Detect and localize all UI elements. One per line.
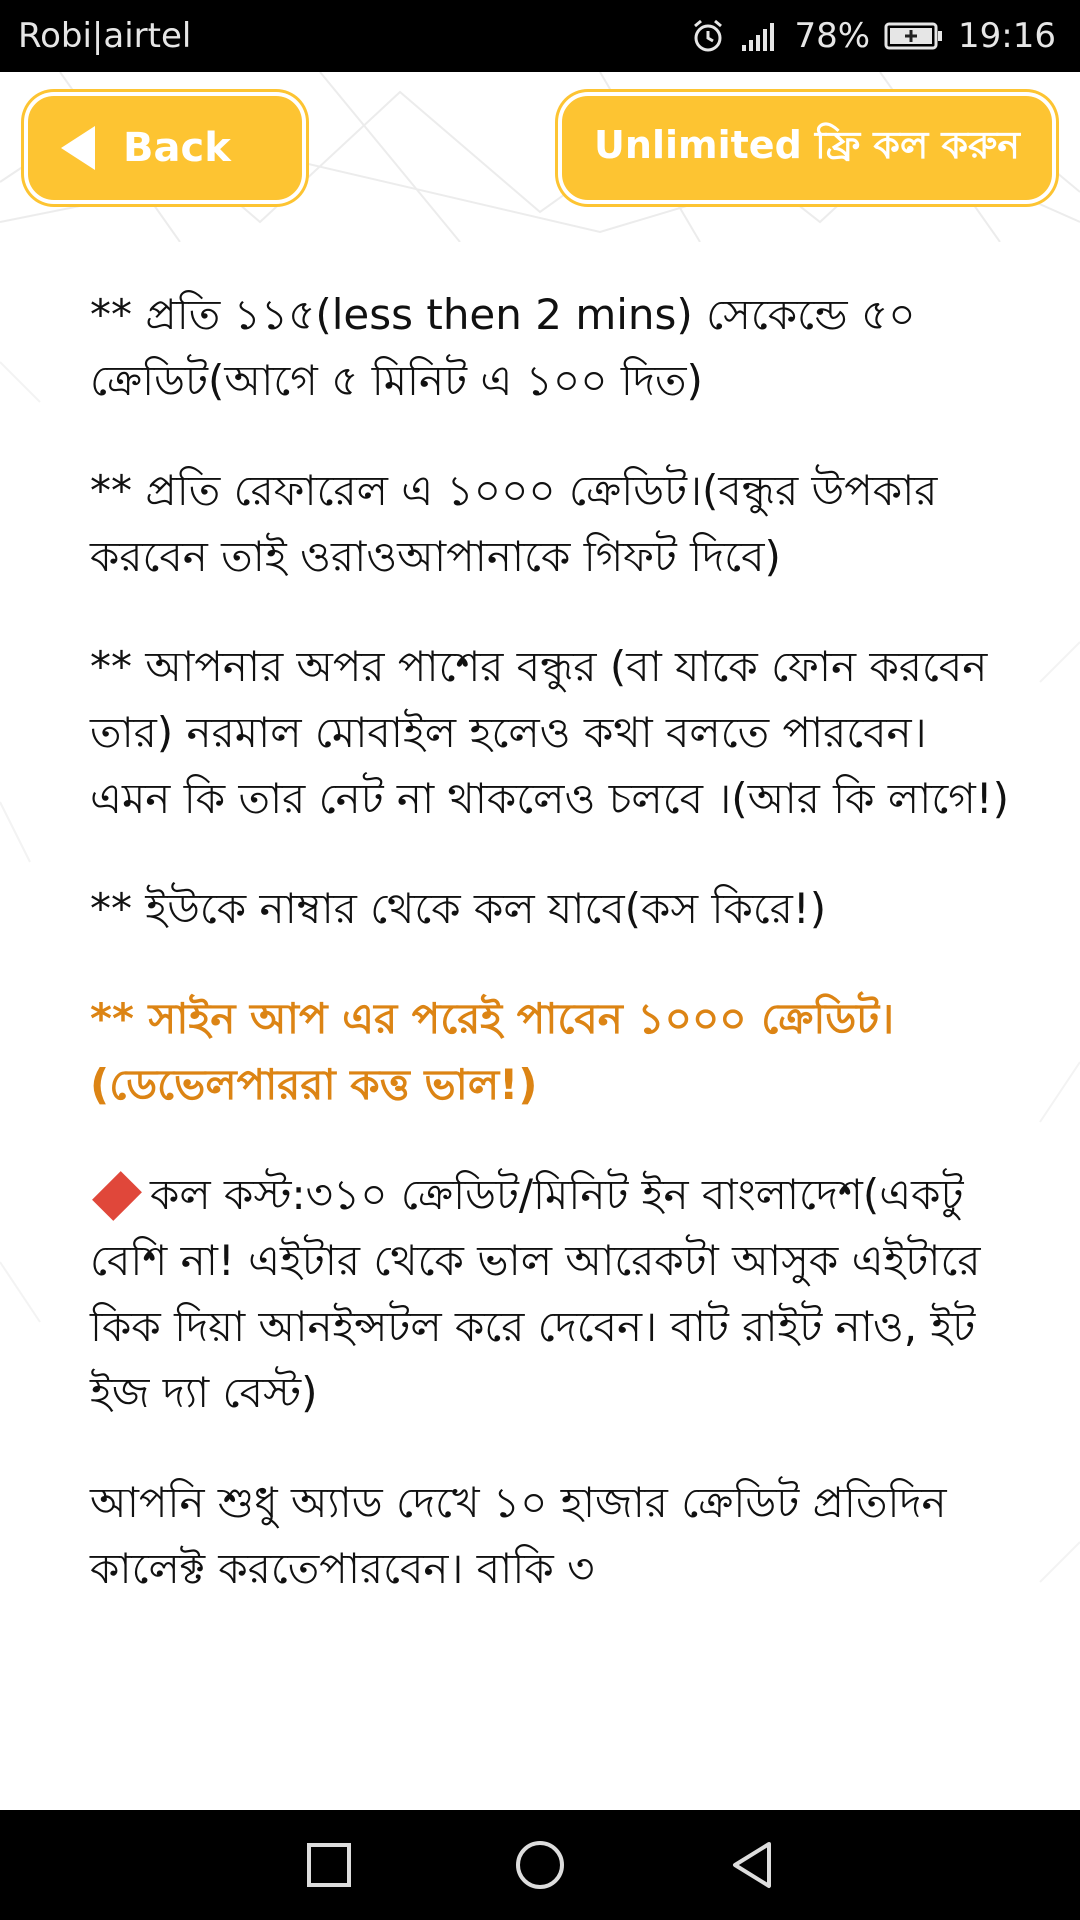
call-cost-text: কল কস্ট:৩১০ ক্রেডিট/মিনিট ইন বাংলাদেশ(একটু বেশি না! এইটার থেকে ভাল আরেকটা আসুক এইটারে কিক দিয়া আনইন্সটল করে দেবেন। বাট রাইট নাও, ইট ইজ দ্যা বেস্ট) [90,1170,981,1417]
description-text [90,282,1010,1646]
call-cost-paragraph [90,1162,1010,1426]
signup-bonus-paragraph: ** সাইন আপ এর পরেই পাবেন ১০০০ ক্রেডিট।(ডেভেলপাররা কত্ত ভাল!) [90,994,895,1109]
back-triangle-icon[interactable] [727,1838,775,1892]
back-button-label: Back [123,125,231,171]
header [0,72,1080,242]
home-circle-icon[interactable] [513,1838,567,1892]
status-icons [690,12,1056,60]
feature-paragraph: ** ইউকে নাম্বার থেকে কল যাবে(কস কিরে!) [90,884,827,933]
battery-percent: 78% [794,16,871,56]
free-call-button-label: Unlimited ফ্রি কল করুন [594,123,1020,167]
back-button[interactable] [28,96,302,200]
status-bar [0,0,1080,72]
unlimited-free-call-button[interactable] [562,96,1052,200]
content-area[interactable] [0,242,1080,1810]
signal-icon [740,19,780,53]
battery-charging-icon [884,21,944,51]
feature-paragraph: ** প্রতি রেফারেল এ ১০০০ ক্রেডিট।(বন্ধুর উপকার করবেন তাই ওরাওআপানাকে গিফট দিবে) [90,466,938,581]
navigation-bar [0,1810,1080,1920]
back-arrow-icon [61,126,95,170]
red-diamond-icon [92,1171,142,1221]
carrier-name: Robi|airtel [18,16,192,56]
feature-paragraph: ** প্রতি ১১৫(less then 2 mins) সেকেন্ডে ৫০ ক্রেডিট(আগে ৫ মিনিট এ ১০০ দিত) [90,290,916,405]
recents-square-icon[interactable] [305,1841,353,1889]
clock-time: 19:16 [958,16,1056,56]
feature-paragraph: ** আপনার অপর পাশের বন্ধুর (বা যাকে ফোন করবেন তার) নরমাল মোবাইল হলেও কথা বলতে পারবেন। এমন কি তার নেট না থাকলেও চলবে ।(আর কি লাগে!) [90,642,1009,823]
alarm-icon [690,18,726,54]
ad-credit-paragraph: আপনি শুধু অ্যাড দেখে ১০ হাজার ক্রেডিট প্রতিদিন কালেক্ট করতেপারবেন। বাকি ৩ [90,1478,947,1593]
